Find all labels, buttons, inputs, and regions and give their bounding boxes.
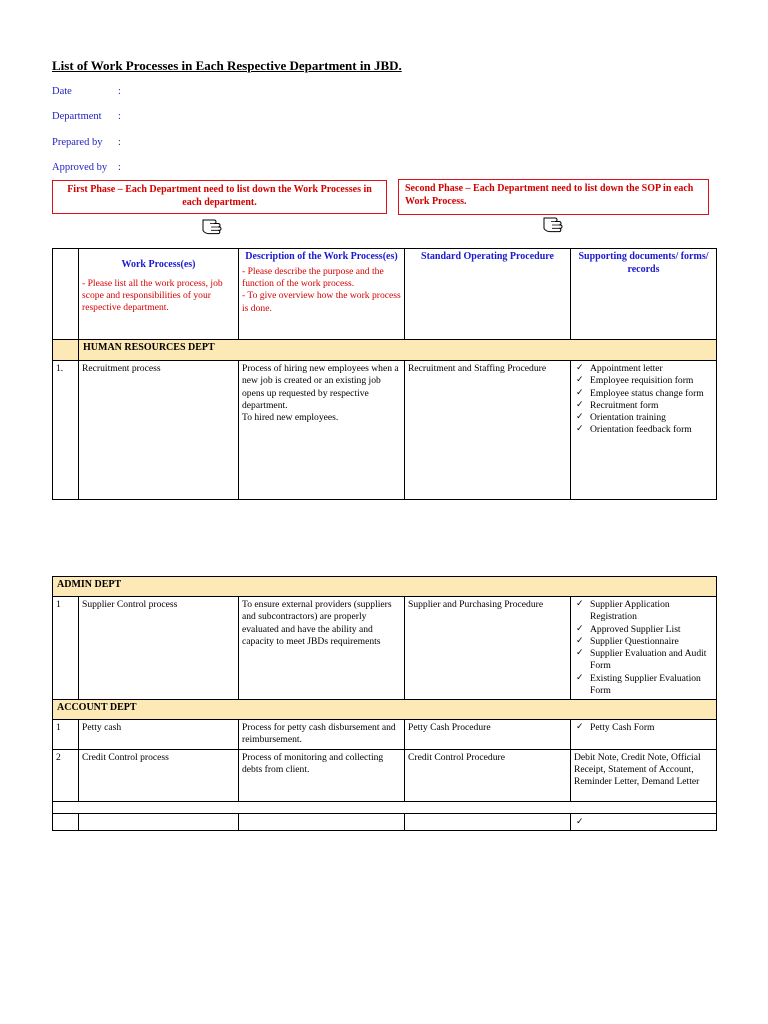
header-sop-cell <box>405 249 571 340</box>
checklist-item: ✓ Supplier Application Registration <box>574 599 713 624</box>
row-number: 1 <box>53 597 79 700</box>
date-label: Date <box>52 86 72 97</box>
table-row <box>53 597 717 700</box>
table-header-row <box>53 249 717 340</box>
approved-by-colon: : <box>118 162 121 173</box>
checklist-item: ✓ Supplier Evaluation and Audit Form <box>574 648 713 673</box>
empty-docs-cell <box>571 813 717 831</box>
checklist-item: ✓ Orientation feedback form <box>574 424 713 436</box>
header-sop: Standard Operating Procedure <box>421 251 554 262</box>
row-description: To ensure external providers (suppliers and subcontractors) are properly evaluated and have the ability and capacity to meet JBDs requirements <box>239 597 405 700</box>
first-phase-text: First Phase – Each Department need to list down the Work Processes in each department. <box>67 184 372 208</box>
row-process: Supplier Control process <box>79 597 239 700</box>
checklist-item: ✓ Petty Cash Form <box>574 722 713 734</box>
approved-by-label: Approved by <box>52 162 108 173</box>
row-sop: Supplier and Purchasing Procedure <box>405 597 571 700</box>
empty-cell <box>79 813 239 831</box>
pointing-hand-icon <box>200 215 226 242</box>
description-note-2: - To give overview how the work process is done. <box>242 290 401 314</box>
row-number: 1. <box>53 361 79 500</box>
dept-hr-spacer <box>53 340 79 361</box>
docs-checklist <box>574 722 713 734</box>
docs-checklist <box>574 363 713 437</box>
date-colon: : <box>118 86 121 97</box>
checklist-item: ✓ Appointment letter <box>574 363 713 375</box>
checklist-item: ✓ Recruitment form <box>574 400 713 412</box>
checklist-item: ✓ Approved Supplier List <box>574 624 713 636</box>
department-colon: : <box>118 111 121 122</box>
docs-checklist <box>574 599 713 697</box>
first-phase-box <box>52 180 387 214</box>
row-docs <box>571 720 717 750</box>
row-docs <box>571 597 717 700</box>
dept-account-label: ACCOUNT DEPT <box>53 700 717 720</box>
header-work-process: Work Process(es) <box>121 259 196 270</box>
header-work-process-cell <box>79 249 239 340</box>
dept-row-admin <box>53 577 717 597</box>
row-description-text: Process of hiring new employees when a new job is created or an existing job opens up requested by respective department. <box>242 363 399 411</box>
dept-row-account <box>53 700 717 720</box>
row-process: Credit Control process <box>79 749 239 801</box>
row-number: 2 <box>53 749 79 801</box>
dept-row-hr <box>53 340 717 361</box>
row-sop: Credit Control Procedure <box>405 749 571 801</box>
row-description: Process for petty cash disbursement and reimbursement. <box>239 720 405 750</box>
row-process: Petty cash <box>79 720 239 750</box>
checklist-item: ✓ Supplier Questionnaire <box>574 636 713 648</box>
prepared-by-colon: : <box>118 137 121 148</box>
hr-process-table <box>52 248 717 500</box>
row-sop: Petty Cash Procedure <box>405 720 571 750</box>
dept-admin-label: ADMIN DEPT <box>53 577 717 597</box>
prepared-by-label: Prepared by <box>52 137 103 148</box>
table-row <box>53 749 717 801</box>
empty-cell <box>405 813 571 831</box>
header-description: Description of the Work Process(es) <box>245 251 398 262</box>
checkmark-icon: ✓ <box>576 816 584 827</box>
header-description-cell <box>239 249 405 340</box>
checklist-item: ✓ Employee requisition form <box>574 375 713 387</box>
description-note-1: - Please describe the purpose and the function of the work process. <box>242 265 384 290</box>
row-docs <box>571 361 717 500</box>
empty-cell <box>53 801 717 813</box>
empty-row <box>53 813 717 831</box>
header-docs: Supporting documents/ forms/ records <box>578 251 709 275</box>
checklist-item: ✓ Existing Supplier Evaluation Form <box>574 673 713 698</box>
row-process: Recruitment process <box>79 361 239 500</box>
dept-hr-label: HUMAN RESOURCES DEPT <box>79 340 717 361</box>
row-sop: Recruitment and Staffing Procedure <box>405 361 571 500</box>
table-row <box>53 361 717 500</box>
table-row <box>53 720 717 750</box>
empty-cell <box>239 813 405 831</box>
checklist-item: ✓ Employee status change form <box>574 388 713 400</box>
row-description: Process of monitoring and collecting debts from client. <box>239 749 405 801</box>
department-label: Department <box>52 111 102 122</box>
second-phase-text: Second Phase – Each Department need to list down the SOP in each Work Process. <box>405 183 694 207</box>
row-docs: Debit Note, Credit Note, Official Receipt, Statement of Account, Reminder Letter, Demand Letter <box>571 749 717 801</box>
admin-account-table <box>52 576 717 831</box>
row-number: 1 <box>53 720 79 750</box>
second-phase-box <box>398 179 709 215</box>
header-number-cell <box>53 249 79 340</box>
document-title: List of Work Processes in Each Respective Department in JBD. <box>52 58 402 73</box>
empty-cell <box>53 813 79 831</box>
work-process-note: - Please list all the work process, job scope and responsibilities of your respective department. <box>82 277 223 314</box>
pointing-hand-icon <box>541 213 567 240</box>
header-docs-cell <box>571 249 717 340</box>
checklist-item: ✓ Orientation training <box>574 412 713 424</box>
row-description <box>239 361 405 500</box>
empty-row <box>53 801 717 813</box>
row-description-text-2: To hired new employees. <box>242 412 339 424</box>
